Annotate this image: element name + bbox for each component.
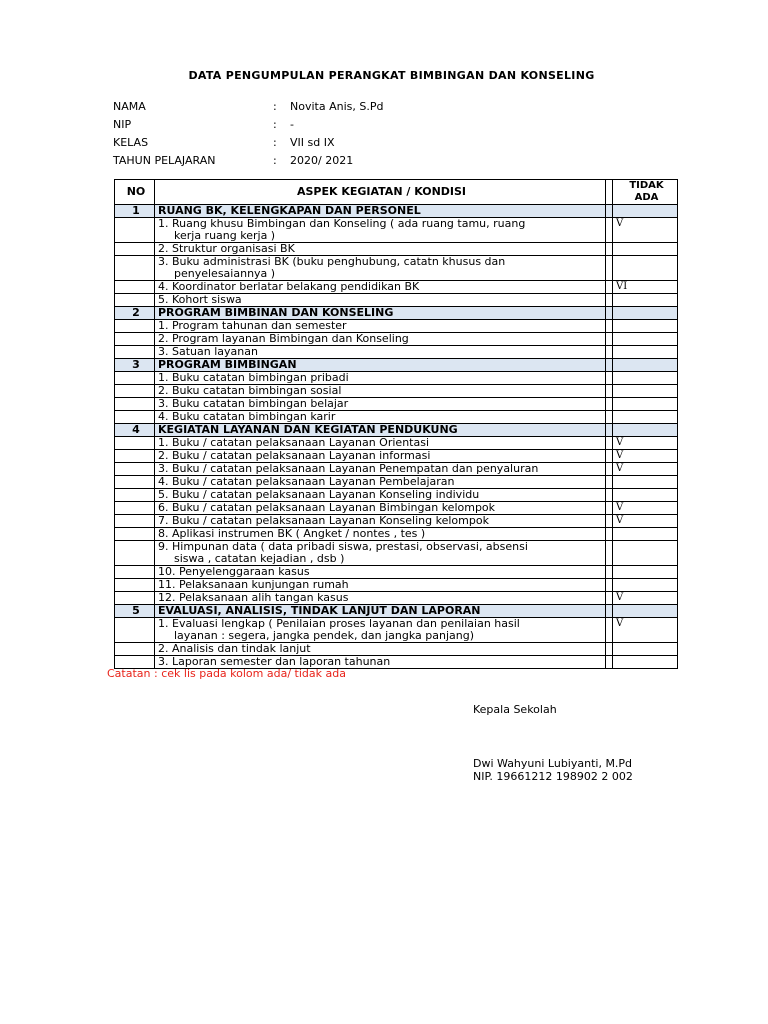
check-mark [613, 294, 678, 307]
table-row [115, 281, 678, 294]
table-row [115, 346, 678, 359]
check-mark [613, 385, 678, 398]
item-text: 3. Buku catatan bimbingan belajar [155, 398, 606, 411]
table-row [115, 515, 678, 528]
table-row [115, 489, 678, 502]
check-mark [613, 320, 678, 333]
item-text: 5. Kohort siswa [155, 294, 606, 307]
section-number: 4 [115, 424, 155, 437]
document-title: DATA PENGUMPULAN PERANGKAT BIMBINGAN DAN KONSELING [188, 69, 595, 82]
section-number: 3 [115, 359, 155, 372]
table-row [115, 437, 678, 450]
item-text: 2. Program layanan Bimbingan dan Konseling [155, 333, 606, 346]
check-mark: V [613, 502, 678, 515]
header-tidak-ada [613, 180, 678, 205]
table-row [115, 243, 678, 256]
table-row [115, 256, 678, 281]
table-row [115, 476, 678, 489]
table-row [115, 463, 678, 476]
item-text [155, 256, 606, 281]
section-row [115, 424, 678, 437]
item-text: 3. Satuan layanan [155, 346, 606, 359]
checklist-note: Catatan : cek lis pada kolom ada/ tidak ada [107, 667, 346, 680]
check-mark [613, 528, 678, 541]
item-line-continued: kerja ruang kerja ) [174, 229, 276, 242]
check-mark [613, 579, 678, 592]
section-title: KEGIATAN LAYANAN DAN KEGIATAN PENDUKUNG [155, 424, 606, 437]
check-mark [613, 489, 678, 502]
item-text: 2. Buku / catatan pelaksanaan Layanan informasi [155, 450, 606, 463]
check-mark [613, 256, 678, 281]
item-line: 3. Buku administrasi BK (buku penghubung, catatn khusus dan [158, 255, 506, 268]
info-colon: : [273, 118, 277, 131]
check-mark [613, 643, 678, 656]
check-mark [613, 566, 678, 579]
section-title: EVALUASI, ANALISIS, TINDAK LANJUT DAN LAPORAN [155, 605, 606, 618]
item-text: 2. Analisis dan tindak lanjut [155, 643, 606, 656]
info-row-nip [113, 116, 383, 134]
header-aspek: ASPEK KEGIATAN / KONDISI [155, 180, 606, 205]
table-row [115, 385, 678, 398]
info-value: 2020/ 2021 [290, 154, 354, 167]
header-no: NO [115, 180, 155, 205]
header-gap [606, 180, 613, 205]
table-row [115, 502, 678, 515]
table-row [115, 566, 678, 579]
item-text: 4. Buku / catatan pelaksanaan Layanan Pembelajaran [155, 476, 606, 489]
check-mark: V [613, 218, 678, 243]
item-text [155, 618, 606, 643]
table-row [115, 450, 678, 463]
check-mark [613, 243, 678, 256]
info-value: Novita Anis, S.Pd [290, 100, 384, 113]
item-text: 4. Koordinator berlatar belakang pendidikan BK [155, 281, 606, 294]
check-mark: V [613, 515, 678, 528]
signature-name: Dwi Wahyuni Lubiyanti, M.Pd [473, 757, 633, 770]
item-text: 11. Pelaksanaan kunjungan rumah [155, 579, 606, 592]
check-mark: VI [613, 281, 678, 294]
section-title: RUANG BK, KELENGKAPAN DAN PERSONEL [155, 205, 606, 218]
item-text: 7. Buku / catatan pelaksanaan Layanan Konseling kelompok [155, 515, 606, 528]
table-row [115, 320, 678, 333]
section-row [115, 307, 678, 320]
item-line-continued: penyelesaiannya ) [174, 267, 276, 280]
item-text: 5. Buku / catatan pelaksanaan Layanan Konseling individu [155, 489, 606, 502]
table-row [115, 592, 678, 605]
section-title: PROGRAM BIMBINGAN [155, 359, 606, 372]
item-text: 6. Buku / catatan pelaksanaan Layanan Bimbingan kelompok [155, 502, 606, 515]
check-mark [613, 398, 678, 411]
section-row [115, 205, 678, 218]
table-row [115, 579, 678, 592]
info-label: KELAS [113, 136, 149, 149]
info-value: - [290, 118, 294, 131]
table-row [115, 294, 678, 307]
item-line: 1. Evaluasi lengkap ( Penilaian proses layanan dan penilaian hasil [158, 617, 520, 630]
item-text [155, 218, 606, 243]
item-text: 1. Buku / catatan pelaksanaan Layanan Orientasi [155, 437, 606, 450]
table-header-row [115, 180, 678, 205]
section-row [115, 605, 678, 618]
info-label: NIP [113, 118, 132, 131]
item-text: 10. Penyelenggaraan kasus [155, 566, 606, 579]
table-row [115, 411, 678, 424]
item-text: 3. Buku / catatan pelaksanaan Layanan Penempatan dan penyaluran [155, 463, 606, 476]
table-row [115, 372, 678, 385]
checklist-table [114, 179, 678, 669]
item-text: 3. Laporan semester dan laporan tahunan [155, 656, 606, 669]
check-mark [613, 476, 678, 489]
section-number: 5 [115, 605, 155, 618]
info-colon: : [273, 154, 277, 167]
check-mark: V [613, 437, 678, 450]
item-text: 4. Buku catatan bimbingan karir [155, 411, 606, 424]
item-text: 2. Struktur organisasi BK [155, 243, 606, 256]
info-row-nama [113, 98, 383, 116]
item-text: 1. Buku catatan bimbingan pribadi [155, 372, 606, 385]
section-row [115, 359, 678, 372]
item-text [155, 541, 606, 566]
check-mark [613, 372, 678, 385]
check-mark [613, 541, 678, 566]
info-colon: : [273, 136, 277, 149]
info-label: NAMA [113, 100, 146, 113]
check-mark: V [613, 592, 678, 605]
section-title: PROGRAM BIMBINAN DAN KONSELING [155, 307, 606, 320]
check-mark [613, 656, 678, 669]
check-mark [613, 333, 678, 346]
info-label: TAHUN PELAJARAN [113, 154, 216, 167]
check-mark [613, 346, 678, 359]
check-mark [613, 411, 678, 424]
table-row [115, 618, 678, 643]
item-line: 1. Ruang khusu Bimbingan dan Konseling ( ada ruang tamu, ruang [158, 217, 526, 230]
check-mark: V [613, 618, 678, 643]
header-tidak: TIDAK [629, 180, 664, 191]
identity-block [113, 98, 383, 170]
header-ada: ADA [634, 192, 659, 203]
item-text: 8. Aplikasi instrumen BK ( Angket / nontes , tes ) [155, 528, 606, 541]
section-number: 1 [115, 205, 155, 218]
table-row [115, 541, 678, 566]
item-text: 12. Pelaksanaan alih tangan kasus [155, 592, 606, 605]
item-line-continued: layanan : segera, jangka pendek, dan jangka panjang) [174, 629, 475, 642]
table-row [115, 398, 678, 411]
section-number: 2 [115, 307, 155, 320]
signature-nip: NIP. 19661212 198902 2 002 [473, 770, 633, 783]
table-row [115, 643, 678, 656]
table-row [115, 528, 678, 541]
item-line: 9. Himpunan data ( data pribadi siswa, prestasi, observasi, absensi [158, 540, 528, 553]
table-row [115, 333, 678, 346]
item-text: 2. Buku catatan bimbingan sosial [155, 385, 606, 398]
info-row-tahun [113, 152, 383, 170]
check-mark: V [613, 463, 678, 476]
item-text: 1. Program tahunan dan semester [155, 320, 606, 333]
info-row-kelas [113, 134, 383, 152]
item-line-continued: siswa , catatan kejadian , dsb ) [174, 552, 345, 565]
info-value: VII sd IX [290, 136, 335, 149]
table-row [115, 218, 678, 243]
signature-role: Kepala Sekolah [473, 703, 557, 716]
info-colon: : [273, 100, 277, 113]
check-mark: V [613, 450, 678, 463]
